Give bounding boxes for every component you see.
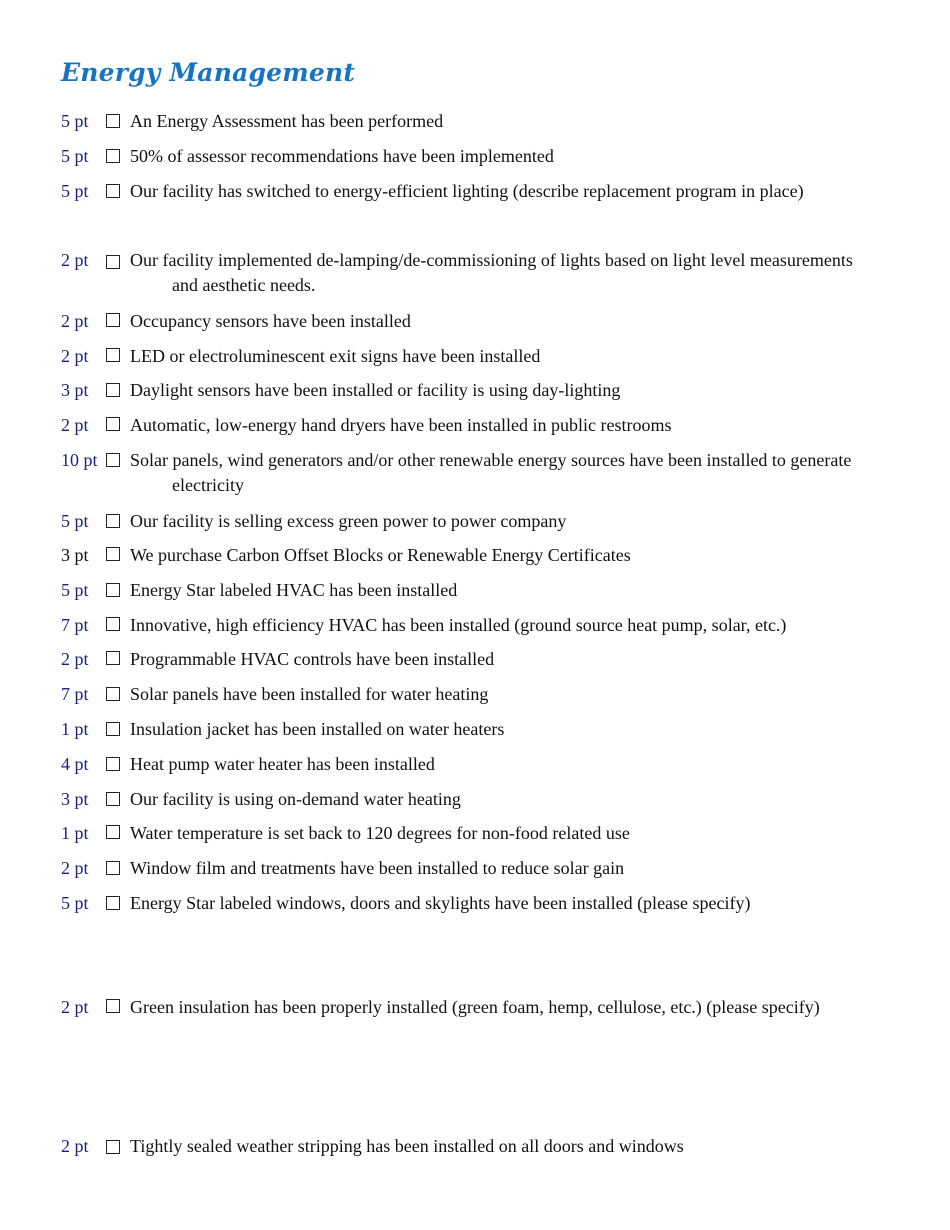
item-text: Programmable HVAC controls have been installed [130,649,495,669]
checkbox[interactable] [106,687,120,701]
checkbox[interactable] [106,514,120,528]
checkbox[interactable] [106,149,120,163]
points-label: 3 pt [61,380,89,400]
item-text: Water temperature is set back to 120 degrees for non-food related use [130,823,630,843]
checkbox[interactable] [106,383,120,397]
points-label: 2 pt [61,346,89,366]
checkbox[interactable] [106,583,120,597]
item-text: Solar panels have been installed for water heating [130,684,489,704]
checkbox[interactable] [106,825,120,839]
points-label: 5 pt [61,580,89,600]
checkbox[interactable] [106,861,120,875]
checkbox[interactable] [106,651,120,665]
item-text-continuation: electricity [172,475,244,495]
item-text: Heat pump water heater has been installed [130,754,435,774]
checkbox[interactable] [106,255,120,269]
item-text: Our facility is selling excess green power to power company [130,511,567,531]
item-text: Our facility implemented de-lamping/de-commissioning of lights based on light level measurements [130,250,853,270]
points-label: 2 pt [61,649,89,669]
item-text: Occupancy sensors have been installed [130,311,411,331]
item-text: Innovative, high efficiency HVAC has been installed (ground source heat pump, solar, etc.) [130,615,787,635]
item-text-continuation: and aesthetic needs. [172,275,316,295]
item-text: We purchase Carbon Offset Blocks or Renewable Energy Certificates [130,545,631,565]
item-text: An Energy Assessment has been performed [130,111,444,131]
checkbox[interactable] [106,184,120,198]
item-text: Daylight sensors have been installed or facility is using day-lighting [130,380,621,400]
checkbox[interactable] [106,348,120,362]
points-label: 2 pt [61,311,89,331]
points-label: 5 pt [61,146,89,166]
points-label: 5 pt [61,181,89,201]
points-label: 7 pt [61,684,89,704]
checkbox[interactable] [106,757,120,771]
points-label: 4 pt [61,754,89,774]
points-label: 5 pt [61,893,89,913]
checkbox[interactable] [106,722,120,736]
points-label: 2 pt [61,997,89,1017]
checkbox[interactable] [106,547,120,561]
points-label: 10 pt [61,450,98,470]
checkbox[interactable] [106,114,120,128]
checkbox[interactable] [106,417,120,431]
item-text: Energy Star labeled windows, doors and skylights have been installed (please specify) [130,893,751,913]
item-text: Window film and treatments have been installed to reduce solar gain [130,858,625,878]
points-label: 3 pt [61,789,89,809]
points-label: 1 pt [61,823,89,843]
section-title: Energy Management [61,58,356,87]
item-text: Energy Star labeled HVAC has been installed [130,580,458,600]
item-text: Our facility is using on-demand water heating [130,789,461,809]
item-text: Tightly sealed weather stripping has been installed on all doors and windows [130,1136,684,1156]
checkbox[interactable] [106,617,120,631]
checkbox[interactable] [106,313,120,327]
points-label: 3 pt [61,545,89,565]
points-label: 5 pt [61,111,89,131]
points-label: 5 pt [61,511,89,531]
points-label: 2 pt [61,858,89,878]
item-text: Solar panels, wind generators and/or other renewable energy sources have been installed to generate [130,450,852,470]
checkbox[interactable] [106,453,120,467]
points-label: 2 pt [61,250,89,270]
checkbox[interactable] [106,896,120,910]
item-text: Our facility has switched to energy-efficient lighting (describe replacement program in place) [130,181,804,201]
item-text: Automatic, low-energy hand dryers have been installed in public restrooms [130,415,672,435]
points-label: 7 pt [61,615,89,635]
item-text: 50% of assessor recommendations have been implemented [130,146,554,166]
checkbox[interactable] [106,1140,120,1154]
points-label: 2 pt [61,1136,89,1156]
points-label: 1 pt [61,719,89,739]
item-text: Green insulation has been properly installed (green foam, hemp, cellulose, etc.) (please specify) [130,997,820,1017]
checkbox[interactable] [106,792,120,806]
checkbox[interactable] [106,999,120,1013]
points-label: 2 pt [61,415,89,435]
item-text: Insulation jacket has been installed on water heaters [130,719,505,739]
item-text: LED or electroluminescent exit signs have been installed [130,346,541,366]
